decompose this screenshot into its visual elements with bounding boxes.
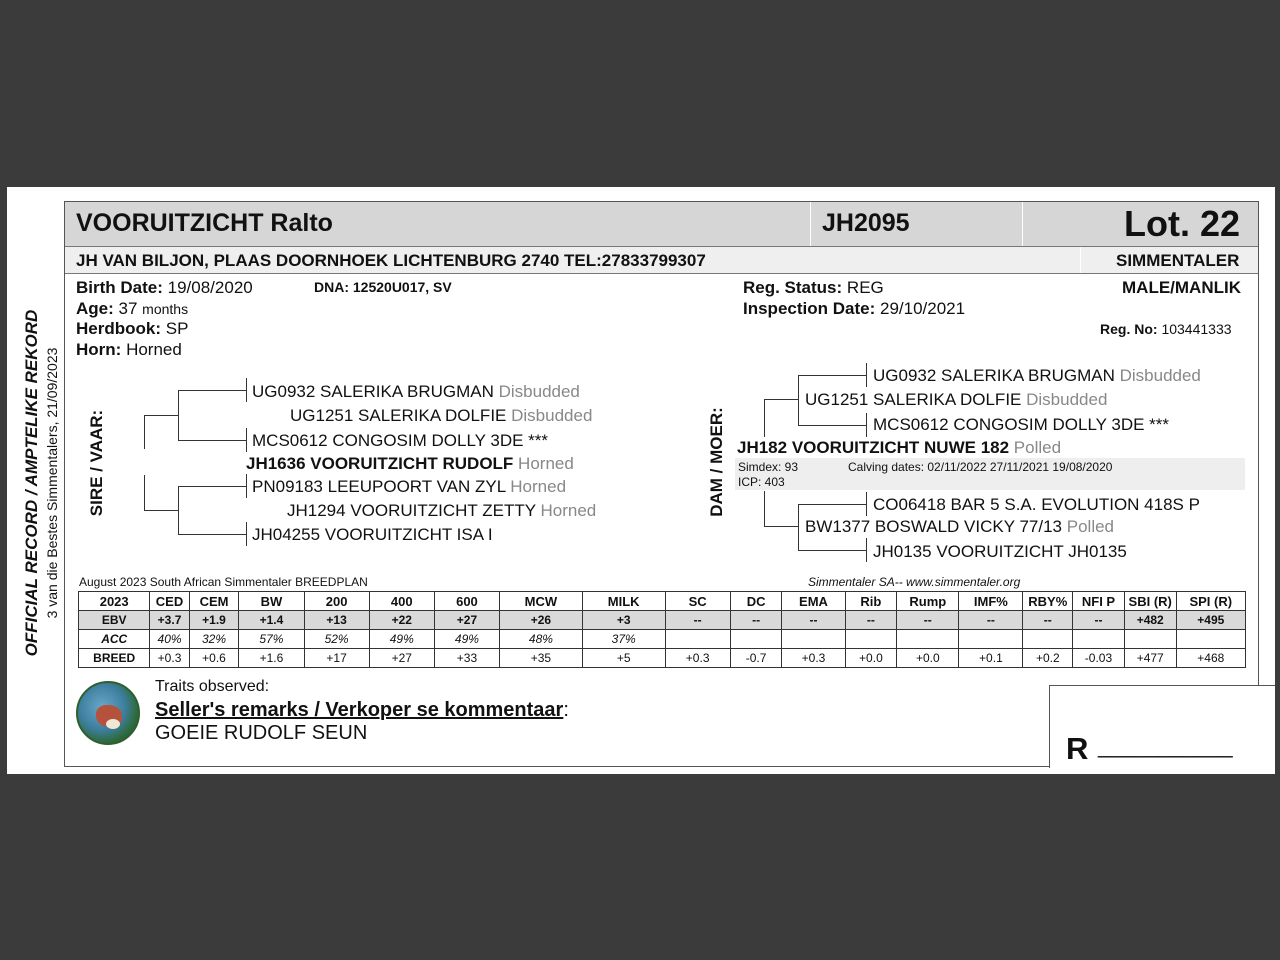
sire: JH1636 VOORUITZICHT RUDOLF Horned [246, 454, 574, 473]
inspection-date: Inspection Date: 29/10/2021 [743, 299, 966, 318]
table-cell: 49% [369, 630, 434, 649]
sex: MALE/MANLIK [1122, 278, 1241, 297]
price-blank[interactable]: ___________ [1098, 733, 1233, 758]
table-cell: MCW [500, 592, 583, 611]
table-cell [959, 630, 1023, 649]
dam-label: DAM / MOER: [707, 407, 726, 517]
table-cell: -- [665, 611, 730, 630]
table-cell: BREED [79, 649, 150, 668]
reg-number: Reg. No: 103441333 [1100, 321, 1232, 337]
dam-dam-sire: CO06418 BAR 5 S.A. EVOLUTION 418S P [873, 495, 1200, 514]
table-cell: BW [239, 592, 304, 611]
herdbook: Herdbook: SP [76, 319, 189, 338]
sire-label: SIRE / VAAR: [87, 409, 106, 517]
table-cell: +468 [1176, 649, 1245, 668]
table-cell: MILK [582, 592, 665, 611]
table-cell: -0.7 [730, 649, 782, 668]
breedplan-website: Simmentaler SA-- www.simmentaler.org [808, 575, 1021, 589]
table-cell: -- [845, 611, 897, 630]
table-cell: 200 [304, 592, 369, 611]
table-cell [782, 630, 845, 649]
table-cell: Rib [845, 592, 897, 611]
table-cell: +27 [434, 611, 499, 630]
table-cell: +5 [582, 649, 665, 668]
divider [1022, 202, 1023, 246]
table-cell: EBV [79, 611, 150, 630]
table-cell [1023, 630, 1073, 649]
lot-number: Lot. 22 [1124, 203, 1241, 244]
table-cell: +0.1 [959, 649, 1023, 668]
divider [810, 202, 811, 246]
table-cell [1124, 630, 1176, 649]
table-cell: +477 [1124, 649, 1176, 668]
table-cell: -- [782, 611, 845, 630]
table-cell: CED [150, 592, 189, 611]
table-cell: +0.2 [1023, 649, 1073, 668]
table-cell: +35 [500, 649, 583, 668]
sire-sire-dam: MCS0612 CONGOSIM DOLLY 3DE *** [252, 431, 549, 450]
horn: Horn: Horned [76, 340, 182, 359]
breeder-address: JH VAN BILJON, PLAAS DOORNHOEK LICHTENBURG 2740 TEL:27833799307 [76, 251, 706, 270]
age: Age: 37 months [76, 299, 189, 318]
table-cell: 40% [150, 630, 189, 649]
breedplan-caption: August 2023 South African Simmentaler BREEDPLAN [79, 575, 368, 589]
dam-calving-dates: Calving dates: 02/11/2022 27/11/2021 19/08/2020 [848, 460, 1113, 474]
table-cell: DC [730, 592, 782, 611]
table-cell: +26 [500, 611, 583, 630]
table-cell: +1.6 [239, 649, 304, 668]
table-cell: 57% [239, 630, 304, 649]
table-cell: 600 [434, 592, 499, 611]
table-cell: CEM [189, 592, 239, 611]
table-cell: ACC [79, 630, 150, 649]
table-cell [1073, 630, 1125, 649]
table-cell: +0.0 [897, 649, 959, 668]
sire-dam-dam: JH04255 VOORUITZICHT ISA I [252, 525, 493, 544]
dam-icp: ICP: 403 [738, 475, 785, 489]
seller-remarks-text: GOEIE RUDOLF SEUN [155, 722, 368, 744]
table-cell: 37% [582, 630, 665, 649]
table-row-ebv [79, 611, 1246, 630]
sale-name-date: 3 van die Bestes Simmentalers, 21/09/2023 [44, 347, 60, 619]
official-record-label: OFFICIAL RECORD / AMPTELIKE REKORD [22, 309, 41, 657]
sire-sire-sire: UG0932 SALERIKA BRUGMAN Disbudded [252, 382, 580, 401]
table-cell: -0.03 [1073, 649, 1125, 668]
breedplan-table [78, 591, 1246, 668]
dam-dam: BW1377 BOSWALD VICKY 77/13 Polled [805, 517, 1115, 536]
dna-info: DNA: 12520U017, SV [314, 279, 452, 295]
table-cell: +1.4 [239, 611, 304, 630]
table-cell: +495 [1176, 611, 1245, 630]
dam: JH182 VOORUITZICHT NUWE 182 Polled [737, 438, 1062, 457]
table-cell: 400 [369, 592, 434, 611]
table-cell: +22 [369, 611, 434, 630]
table-cell: 32% [189, 630, 239, 649]
table-cell [845, 630, 897, 649]
table-cell: +3.7 [150, 611, 189, 630]
table-cell [1176, 630, 1245, 649]
simmentaler-logo-icon [76, 681, 140, 745]
animal-id: JH2095 [822, 209, 910, 237]
sire-dam-sire: PN09183 LEEUPOORT VAN ZYL Horned [252, 477, 567, 496]
table-cell: +0.3 [782, 649, 845, 668]
table-cell: -- [1073, 611, 1125, 630]
table-cell: 48% [500, 630, 583, 649]
table-cell: +0.3 [665, 649, 730, 668]
reg-status: Reg. Status: REG [743, 278, 884, 297]
sire-sire: UG1251 SALERIKA DOLFIE Disbudded [290, 406, 593, 425]
table-row-breed [79, 649, 1246, 668]
table-cell: -- [959, 611, 1023, 630]
dam-sire: UG1251 SALERIKA DOLFIE Disbudded [805, 390, 1108, 409]
dam-simdex: Simdex: 93 [738, 460, 799, 474]
table-cell: NFI P [1073, 592, 1125, 611]
table-cell: 2023 [79, 592, 150, 611]
sire-dam: JH1294 VOORUITZICHT ZETTY Horned [287, 501, 597, 520]
table-cell [665, 630, 730, 649]
table-cell: +17 [304, 649, 369, 668]
table-cell: +482 [1124, 611, 1176, 630]
breed-name: SIMMENTALER [1116, 251, 1240, 270]
price-currency: R [1066, 731, 1089, 766]
table-cell: SC [665, 592, 730, 611]
table-cell: +33 [434, 649, 499, 668]
table-cell: Rump [897, 592, 959, 611]
table-cell [730, 630, 782, 649]
dam-sire-sire: UG0932 SALERIKA BRUGMAN Disbudded [873, 366, 1201, 385]
table-row-acc [79, 630, 1246, 649]
table-cell [897, 630, 959, 649]
birth-date: Birth Date: 19/08/2020 [76, 278, 253, 297]
table-cell: EMA [782, 592, 845, 611]
table-cell: +0.0 [845, 649, 897, 668]
table-cell: 49% [434, 630, 499, 649]
table-cell: +0.3 [150, 649, 189, 668]
table-cell: IMF% [959, 592, 1023, 611]
table-header-row [79, 592, 1246, 611]
dam-dam-dam: JH0135 VOORUITZICHT JH0135 [873, 542, 1127, 561]
table-cell: -- [730, 611, 782, 630]
table-cell: -- [897, 611, 959, 630]
table-cell: 52% [304, 630, 369, 649]
table-cell: RBY% [1023, 592, 1073, 611]
table-cell: +13 [304, 611, 369, 630]
dam-sire-dam: MCS0612 CONGOSIM DOLLY 3DE *** [873, 415, 1170, 434]
table-cell: +1.9 [189, 611, 239, 630]
table-cell: SBI (R) [1124, 592, 1176, 611]
table-cell: SPI (R) [1176, 592, 1245, 611]
table-cell: +3 [582, 611, 665, 630]
table-cell: +27 [369, 649, 434, 668]
table-cell: +0.6 [189, 649, 239, 668]
animal-name: VOORUITZICHT Ralto [76, 209, 333, 237]
traits-observed: Traits observed: [155, 678, 270, 695]
table-cell: -- [1023, 611, 1073, 630]
seller-remarks-heading: Seller's remarks / Verkoper se kommentaar: [155, 699, 569, 721]
divider [1080, 247, 1081, 273]
